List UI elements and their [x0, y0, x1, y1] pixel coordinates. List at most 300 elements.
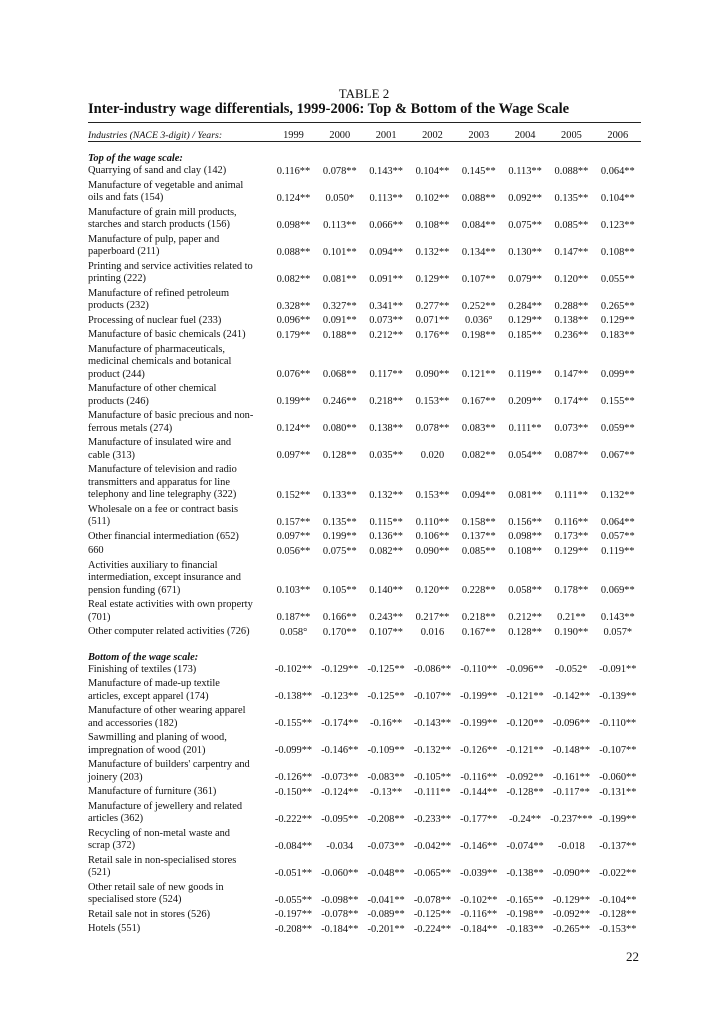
- coefficient-cell: -0.039**: [460, 867, 498, 879]
- industry-name: [88, 785, 270, 800]
- industry-name-line: Activities auxiliary to financial: [88, 559, 218, 571]
- coefficient-cell: 0.190**: [554, 626, 589, 638]
- coefficient-cell: 0.090**: [415, 545, 450, 557]
- coefficient-cell: 0.152**: [276, 489, 311, 501]
- year-header: 2003: [468, 130, 490, 141]
- coefficient-cell: 0.083**: [461, 423, 496, 434]
- industry-name-line: Manufacture of basic precious and non-: [88, 410, 254, 421]
- table-title: Inter-industry wage differentials, 1999-2006: Top & Bottom of the Wage Scale: [88, 101, 570, 117]
- coefficient-cell: 0.143**: [600, 612, 635, 623]
- coefficient-cell: 0.132**: [600, 489, 635, 501]
- industry-name-line: Retail sale not in stores (526): [88, 908, 211, 920]
- coefficient-cell: -0.197**: [274, 909, 313, 920]
- industry-name-line: Sawmilling and planing of wood,: [88, 732, 227, 743]
- coefficient-cell: 0.128**: [322, 450, 357, 461]
- coefficient-cell: 0.096**: [276, 315, 311, 326]
- table-row: [88, 625, 641, 640]
- coefficient-cell: -0.155**: [274, 718, 313, 729]
- coefficient-cell: 0.054**: [508, 450, 542, 461]
- industry-name-line: Manufacture of vegetable and animal: [88, 179, 244, 191]
- coefficient-cell: 0.170**: [322, 626, 357, 638]
- coefficient-cell: -0.233**: [413, 813, 452, 825]
- industry-name-line: product (244): [88, 368, 145, 380]
- coefficient-cell: 0.082**: [276, 273, 311, 285]
- table-row: [88, 463, 641, 503]
- coefficient-cell: -0.107**: [599, 745, 637, 756]
- coefficient-cell: -0.125**: [413, 909, 452, 920]
- coefficient-cell: -0.137**: [599, 840, 637, 852]
- coefficient-cell: 0.073**: [369, 315, 404, 326]
- coefficient-cell: 0.134**: [461, 246, 496, 258]
- year-header: 2002: [422, 130, 443, 141]
- table-row: [88, 544, 641, 559]
- coefficient-cell: -0.086**: [413, 664, 452, 675]
- coefficient-cell: 0.143**: [369, 165, 404, 177]
- coefficient-cell: 0.104**: [415, 165, 450, 177]
- section-spacer: [88, 141, 641, 148]
- table-row: [88, 827, 641, 854]
- industry-name-line: Manufacture of builders' carpentry and: [88, 759, 250, 770]
- coefficient-cell: 0.147**: [554, 369, 589, 380]
- coefficient-cell: 0.173**: [554, 531, 589, 542]
- coefficient-cell: 0.097**: [276, 450, 311, 461]
- coefficient-cell: 0.135**: [554, 192, 589, 204]
- industry-name-line: printing (222): [88, 273, 147, 284]
- table-row: [88, 908, 641, 923]
- coefficient-cell: 0.129**: [508, 315, 542, 326]
- coefficient-cell: 0.137**: [461, 531, 496, 542]
- industry-name: [88, 314, 270, 329]
- coefficient-cell: -0.095**: [321, 813, 359, 825]
- coefficient-cell: -0.116**: [460, 772, 498, 783]
- coefficient-cell: -0.065**: [413, 867, 452, 879]
- coefficient-cell: 0.080**: [322, 423, 357, 434]
- industry-name-line: (521): [88, 867, 111, 878]
- coefficient-cell: 0.088**: [461, 192, 496, 204]
- coefficient-cell: -0.138**: [274, 691, 313, 702]
- coefficient-cell: -0.105**: [413, 772, 452, 783]
- coefficient-cell: -0.099**: [274, 745, 313, 756]
- coefficient-cell: -0.055**: [274, 894, 313, 906]
- industry-name-line: impregnation of wood (201): [88, 744, 206, 756]
- coefficient-cell: 0.153**: [415, 396, 450, 407]
- industry-name-line: Processing of nuclear fuel (233): [88, 314, 222, 326]
- industry-name-line: Finishing of textiles (173): [88, 663, 197, 675]
- coefficient-cell: -0.224**: [413, 923, 452, 935]
- industry-name: [88, 731, 270, 758]
- year-header: 2006: [607, 130, 629, 141]
- coefficient-cell: -0.098**: [321, 894, 359, 906]
- coefficient-cell: 0.156**: [508, 516, 542, 528]
- coefficient-cell: 0.128**: [508, 626, 542, 638]
- page-number: 22: [626, 949, 639, 964]
- industry-name-line: Manufacture of refined petroleum: [88, 287, 230, 299]
- coefficient-cell: 0.116**: [554, 516, 589, 528]
- coefficient-cell: -0.125**: [367, 691, 405, 702]
- industry-name: [88, 800, 270, 827]
- coefficient-cell: 0.113**: [508, 165, 542, 177]
- coefficient-cell: 0.174**: [554, 396, 589, 407]
- table-row: [88, 328, 641, 343]
- coefficient-cell: -0.174**: [321, 718, 359, 729]
- section-spacer: [88, 640, 641, 647]
- coefficient-cell: -0.041**: [367, 894, 405, 906]
- coefficient-cell: 0.209**: [508, 396, 542, 407]
- industry-name: [88, 704, 270, 731]
- coefficient-cell: 0.103**: [276, 585, 311, 596]
- coefficient-cell: -0.265**: [552, 923, 591, 935]
- coefficient-cell: 0.218**: [461, 612, 496, 623]
- industry-name: [88, 343, 270, 383]
- coefficient-cell: 0.130**: [508, 246, 542, 258]
- coefficient-cell: -0.092**: [552, 909, 591, 920]
- coefficient-cell: -0.123**: [321, 691, 359, 702]
- coefficient-cell: 0.113**: [369, 192, 403, 204]
- industry-name-line: oils and fats (154): [88, 192, 164, 203]
- section-heading: Top of the wage scale:: [88, 153, 183, 164]
- industry-name: [88, 598, 270, 625]
- coefficient-cell: -0.150**: [274, 786, 313, 798]
- industry-name: [88, 409, 270, 436]
- coefficient-cell: -0.126**: [460, 745, 498, 756]
- coefficient-cell: 0.228**: [461, 585, 496, 596]
- coefficient-cell: -0.129**: [552, 894, 591, 906]
- coefficient-cell: 0.158**: [461, 516, 496, 528]
- industry-name: [88, 663, 270, 678]
- coefficient-cell: -0.199**: [460, 718, 498, 729]
- coefficient-cell: 0.115**: [369, 516, 403, 528]
- coefficient-cell: -0.148**: [552, 745, 591, 756]
- industry-name-line: joinery (203): [88, 771, 143, 783]
- industry-name: [88, 881, 270, 908]
- coefficient-cell: -0.146**: [460, 840, 498, 852]
- coefficient-cell: -0.153**: [599, 923, 637, 935]
- industry-name: [88, 908, 270, 923]
- coefficient-cell: 0.236**: [554, 329, 589, 341]
- coefficient-cell: -0.126**: [274, 772, 313, 783]
- coefficient-cell: 0.328**: [276, 300, 311, 312]
- coefficient-cell: 0.166**: [322, 612, 357, 623]
- table-row: [88, 503, 641, 530]
- table-row: [88, 677, 641, 704]
- coefficient-cell: 0.084**: [461, 219, 496, 231]
- table-row: [88, 314, 641, 329]
- coefficient-cell: 0.058°: [279, 626, 308, 638]
- industry-name-line: ferrous metals (274): [88, 422, 173, 434]
- coefficient-cell: 0.071**: [415, 315, 450, 326]
- coefficient-cell: 0.107**: [461, 273, 496, 285]
- coefficient-cell: -0.074**: [506, 840, 544, 852]
- coefficient-cell: 0.091**: [322, 315, 357, 326]
- industry-name: [88, 559, 270, 599]
- industry-name-line: Real estate activities with own property: [88, 599, 253, 610]
- coefficient-cell: 0.120**: [415, 585, 450, 596]
- table-row: [88, 704, 641, 731]
- table-row: [88, 436, 641, 463]
- coefficient-cell: 0.036°: [465, 315, 493, 326]
- industry-name: [88, 260, 270, 287]
- industry-column-header: Industries (NACE 3-digit) / Years:: [88, 130, 223, 141]
- industry-name-line: Other retail sale of new goods in: [88, 881, 224, 893]
- industry-name-line: intermediation, except insurance and: [88, 572, 241, 583]
- coefficient-cell: 0.123**: [600, 219, 635, 231]
- coefficient-cell: 0.157**: [276, 516, 311, 528]
- coefficient-cell: 0.078**: [322, 165, 357, 177]
- coefficient-cell: 0.098**: [276, 219, 311, 231]
- coefficient-cell: -0.132**: [413, 745, 452, 756]
- coefficient-cell: -0.091**: [599, 664, 637, 675]
- table-row: [88, 758, 641, 785]
- industry-name-line: Manufacture of jewellery and related: [88, 800, 243, 812]
- industry-name-line: 660: [88, 545, 104, 556]
- table-row: [88, 164, 641, 179]
- coefficient-cell: 0.057*: [603, 626, 633, 638]
- industry-name-line: Manufacture of furniture (361): [88, 786, 217, 797]
- year-header: 2001: [375, 130, 397, 141]
- coefficient-cell: 0.124**: [276, 423, 311, 434]
- coefficient-cell: 0.059**: [600, 423, 635, 434]
- coefficient-cell: -0.060**: [321, 867, 359, 879]
- coefficient-cell: 0.111**: [554, 489, 588, 501]
- coefficient-cell: -0.090**: [552, 867, 591, 879]
- coefficient-cell: 0.284**: [508, 300, 542, 312]
- coefficient-cell: 0.082**: [461, 450, 496, 461]
- coefficient-cell: -0.165**: [506, 894, 544, 906]
- coefficient-cell: 0.068**: [322, 369, 357, 380]
- table-row: [88, 854, 641, 881]
- coefficient-cell: 0.081**: [508, 489, 542, 501]
- coefficient-cell: 0.183**: [600, 329, 635, 341]
- wage-differentials-table: [88, 123, 641, 937]
- coefficient-cell: 0.167**: [461, 626, 496, 638]
- coefficient-cell: 0.097**: [276, 531, 311, 542]
- coefficient-cell: 0.113**: [323, 219, 357, 231]
- industry-name-line: Recycling of non-metal waste and: [88, 827, 230, 839]
- industry-name-line: starches and starch products (156): [88, 219, 230, 230]
- coefficient-cell: -0.131**: [599, 786, 637, 798]
- coefficient-cell: 0.136**: [369, 531, 404, 542]
- coefficient-cell: 0.176**: [415, 329, 450, 341]
- coefficient-cell: 0.104**: [600, 192, 635, 204]
- coefficient-cell: 0.218**: [369, 396, 404, 407]
- coefficient-cell: 0.199**: [322, 531, 357, 542]
- table-row: [88, 785, 641, 800]
- table-row: [88, 382, 641, 409]
- coefficient-cell: 0.243**: [369, 612, 404, 623]
- coefficient-cell: -0.121**: [506, 745, 544, 756]
- table-row: [88, 260, 641, 287]
- coefficient-cell: 0.327**: [322, 300, 357, 312]
- coefficient-cell: 0.056**: [276, 545, 311, 557]
- coefficient-cell: 0.088**: [276, 246, 311, 258]
- coefficient-cell: 0.020: [420, 450, 445, 461]
- coefficient-cell: -0.078**: [321, 909, 359, 920]
- industry-name-line: Manufacture of basic chemicals (241): [88, 329, 246, 340]
- coefficient-cell: 0.119**: [508, 369, 542, 380]
- coefficient-cell: -0.110**: [599, 718, 637, 729]
- industry-name-line: Manufacture of made-up textile: [88, 678, 220, 689]
- industry-name: [88, 164, 270, 179]
- coefficient-cell: -0.199**: [599, 813, 637, 825]
- coefficient-cell: 0.147**: [554, 246, 589, 258]
- industry-name: [88, 544, 270, 559]
- coefficient-cell: 0.133**: [322, 489, 357, 501]
- coefficient-cell: 0.138**: [369, 423, 404, 434]
- table-row: [88, 881, 641, 908]
- coefficient-cell: 0.117**: [369, 369, 403, 380]
- coefficient-cell: -0.096**: [552, 718, 591, 729]
- table-row: [88, 409, 641, 436]
- coefficient-cell: 0.088**: [554, 165, 589, 177]
- coefficient-cell: -0.073**: [321, 772, 359, 783]
- coefficient-cell: -0.208**: [367, 813, 405, 825]
- table-row: [88, 287, 641, 314]
- coefficient-cell: -0.096**: [506, 664, 544, 675]
- coefficient-cell: -0.084**: [274, 840, 313, 852]
- industry-name-line: Manufacture of television and radio: [88, 464, 237, 475]
- industry-name: [88, 436, 270, 463]
- coefficient-cell: 0.119**: [601, 545, 635, 557]
- coefficient-cell: 0.129**: [600, 315, 635, 326]
- industry-name-line: Other financial intermediation (652): [88, 530, 239, 542]
- industry-name: [88, 758, 270, 785]
- coefficient-cell: 0.057**: [600, 531, 635, 542]
- table-row: [88, 233, 641, 260]
- industry-name-line: Manufacture of pharmaceuticals,: [88, 343, 226, 355]
- coefficient-cell: 0.153**: [415, 489, 450, 501]
- industry-name: [88, 922, 270, 937]
- coefficient-cell: -0.102**: [274, 664, 313, 675]
- coefficient-cell: 0.124**: [276, 192, 311, 204]
- coefficient-cell: 0.116**: [276, 165, 311, 177]
- coefficient-cell: 0.091**: [369, 273, 404, 285]
- coefficient-cell: -0.120**: [506, 718, 544, 729]
- industry-name-line: and accessories (182): [88, 717, 178, 729]
- coefficient-cell: -0.034: [326, 840, 354, 852]
- coefficient-cell: -0.24**: [509, 813, 542, 825]
- industry-name: [88, 827, 270, 854]
- coefficient-cell: 0.016: [420, 626, 445, 638]
- industry-name-line: Manufacture of other chemical: [88, 383, 217, 394]
- coefficient-cell: -0.139**: [599, 691, 637, 702]
- coefficient-cell: 0.099**: [600, 369, 635, 380]
- year-header: 1999: [283, 130, 304, 141]
- coefficient-cell: 0.094**: [461, 489, 496, 501]
- coefficient-cell: -0.184**: [321, 923, 359, 935]
- coefficient-cell: 0.076**: [276, 369, 311, 380]
- coefficient-cell: -0.199**: [460, 691, 498, 702]
- industry-name-line: (701): [88, 611, 111, 623]
- section-heading-row: [88, 647, 641, 663]
- coefficient-cell: 0.098**: [508, 531, 542, 542]
- coefficient-cell: -0.117**: [553, 786, 590, 798]
- industry-name-line: specialised store (524): [88, 894, 182, 905]
- coefficient-cell: -0.042**: [413, 840, 452, 852]
- coefficient-cell: -0.051**: [274, 867, 313, 879]
- table-row: [88, 922, 641, 937]
- coefficient-cell: 0.120**: [554, 273, 589, 285]
- coefficient-cell: -0.089**: [367, 909, 405, 920]
- industry-name-line: Manufacture of other wearing apparel: [88, 705, 246, 716]
- table-row: [88, 179, 641, 206]
- table-row: [88, 343, 641, 383]
- coefficient-cell: 0.129**: [554, 545, 589, 557]
- table-label: TABLE 2: [338, 86, 390, 101]
- coefficient-cell: -0.124**: [321, 786, 359, 798]
- industry-name: [88, 382, 270, 409]
- coefficient-cell: -0.129**: [321, 664, 359, 675]
- coefficient-cell: -0.092**: [506, 772, 544, 783]
- coefficient-cell: 0.140**: [369, 585, 404, 596]
- coefficient-cell: 0.21**: [557, 612, 586, 623]
- coefficient-cell: 0.110**: [415, 516, 450, 528]
- industry-name-line: paperboard (211): [88, 246, 160, 257]
- coefficient-cell: 0.035**: [369, 450, 404, 461]
- industry-name-line: articles (362): [88, 813, 144, 824]
- section-heading: Bottom of the wage scale:: [88, 651, 199, 663]
- coefficient-cell: -0.073**: [367, 840, 405, 852]
- industry-name-line: Retail sale in non-specialised stores: [88, 854, 237, 866]
- coefficient-cell: 0.252**: [461, 300, 496, 312]
- coefficient-cell: 0.079**: [508, 273, 542, 285]
- coefficient-cell: 0.064**: [600, 516, 635, 528]
- coefficient-cell: -0.107**: [413, 691, 452, 702]
- coefficient-cell: -0.128**: [599, 909, 637, 920]
- year-header: 2004: [514, 130, 536, 141]
- coefficient-cell: 0.087**: [554, 450, 589, 461]
- table-row: [88, 559, 641, 599]
- industry-name: [88, 328, 270, 343]
- coefficient-cell: 0.069**: [600, 585, 635, 596]
- coefficient-cell: 0.092**: [508, 192, 542, 204]
- industry-name-line: articles, except apparel (174): [88, 690, 209, 702]
- coefficient-cell: 0.187**: [276, 612, 311, 623]
- coefficient-cell: 0.179**: [276, 329, 311, 341]
- industry-name: [88, 677, 270, 704]
- coefficient-cell: 0.055**: [600, 273, 635, 285]
- coefficient-cell: -0.237***: [550, 813, 593, 825]
- industry-name-line: products (246): [88, 395, 149, 407]
- coefficient-cell: 0.135**: [322, 516, 357, 528]
- industry-name: [88, 503, 270, 530]
- coefficient-cell: 0.050*: [325, 192, 355, 204]
- table-row: [88, 206, 641, 233]
- coefficient-cell: 0.058**: [508, 585, 542, 596]
- industry-name: [88, 530, 270, 545]
- coefficient-cell: -0.048**: [367, 867, 405, 879]
- coefficient-cell: 0.082**: [369, 545, 404, 557]
- industry-name: [88, 287, 270, 314]
- coefficient-cell: -0.138**: [506, 867, 544, 879]
- industry-name: [88, 179, 270, 206]
- coefficient-cell: -0.144**: [460, 786, 498, 798]
- industry-name-line: Wholesale on a fee or contract basis: [88, 503, 239, 515]
- year-header: 2005: [561, 130, 582, 141]
- coefficient-cell: 0.217**: [415, 612, 450, 623]
- year-header: 2000: [329, 130, 351, 141]
- coefficient-cell: -0.125**: [367, 664, 405, 675]
- coefficient-cell: -0.13**: [370, 786, 403, 798]
- coefficient-cell: -0.222**: [274, 813, 313, 825]
- coefficient-cell: -0.208**: [274, 923, 313, 935]
- industry-name-line: telephony and line telegraphy (322): [88, 489, 237, 500]
- coefficient-cell: -0.022**: [599, 867, 637, 879]
- coefficient-cell: -0.146**: [321, 745, 359, 756]
- coefficient-cell: 0.107**: [369, 626, 404, 638]
- coefficient-cell: -0.018: [558, 840, 585, 852]
- coefficient-cell: -0.104**: [599, 894, 637, 906]
- industry-name-line: Manufacture of insulated wire and: [88, 437, 232, 448]
